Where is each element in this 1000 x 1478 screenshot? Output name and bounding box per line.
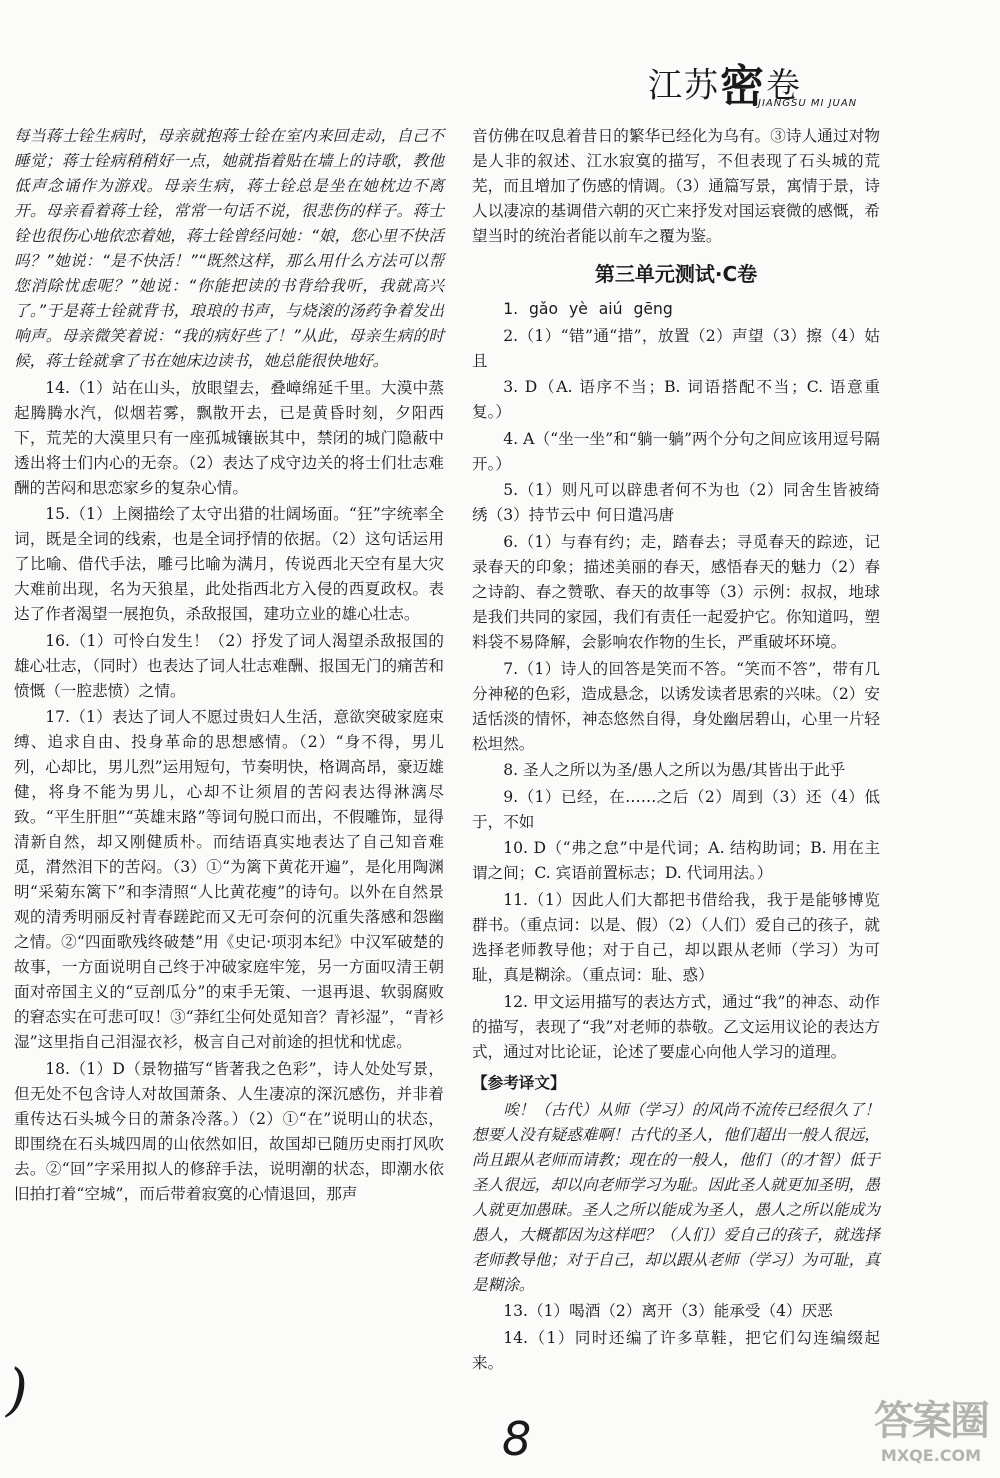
answer-12: 12. 甲文运用描写的表达方式，通过“我”的神态、动作的描写，表现了“我”对老师的恭敬。乙文运用议论的表达方式，通过对比论证，论述了要虚心向他人学习的道理。 <box>472 992 880 1061</box>
answer-1: 1. gǎo yè aiú gēng <box>503 300 673 318</box>
page-number: 8 <box>502 1412 532 1466</box>
left-column <box>14 124 444 1209</box>
answer-9: 9.（1）已经，在……之后（2）周到（3）还（4）低于，不如 <box>472 787 880 831</box>
answer-2: 2.（1）“错”通“措”，放置（2）声望（3）擦（4）姑且 <box>472 326 880 370</box>
brand-pinyin: JIANGSU MI JUAN <box>758 98 858 109</box>
answer-11: 11.（1）因此人们大都把书借给我，我于是能够博览群书。（重点词：以是、假）（2）（人们）爱自己的孩子，就选择老师教导他；对于自己，却以跟从老师（学习）为可耻，真是糊涂。（重点词：耻、惑） <box>472 890 880 984</box>
right-column <box>472 124 880 1377</box>
answer-14: 14.（1）站在山头，放眼望去，叠嶂绵延千里。大漠中蒸起腾腾水汽，似烟若雾，飘散开去，已是黄昏时刻，夕阳西下，荒芜的大漠里只有一座孤城镶嵌其中，禁闭的城门隐蔽中透出将士们内心的无奈。（2）表达了戍守边关的将士们壮志难酬的苦闷和思恋家乡的复杂心情。 <box>14 378 444 497</box>
answer-6: 6.（1）与春有约；走，踏春去；寻觅春天的踪迹，记录春天的印象；描述美丽的春天，感悟春天的魅力（2）春之诗韵、春之赞歌、春天的故事等（3）示例：叔叔，地球是我们共同的家园，我们有责任一起爱护它。你知道吗，塑料袋不易降解，会影响农作物的生长，严重破坏环境。 <box>472 532 880 651</box>
brand-seal-char: 密 <box>720 61 766 112</box>
answer-16: 16.（1）可怜白发生！（2）抒发了词人渴望杀敌报国的雄心壮志，（同时）也表达了词人壮志难酬、报国无门的痛苦和愤慨（一腔悲愤）之情。 <box>14 631 444 700</box>
section-title: 第三单元测试·C卷 <box>594 262 758 286</box>
brand-logo <box>648 42 918 112</box>
answer-3: 3. D（A. 语序不当；B. 词语搭配不当；C. 语意重复。） <box>472 378 880 422</box>
answer-18: 18.（1）D（景物描写“皆著我之色彩”，诗人处处写景，但无处不包含诗人对故国萧条、人生凄凉的深沉感伤，并非着重传达石头城今日的萧条冷落。）（2）①“在”说明山的状态，即围绕在石头城四周的山依然如旧，故国却已随历史雨打风吹去。②“回”字采用拟人的修辞手法，说明潮的状态，即潮水依旧拍打着“空城”，而后带着寂寞的心情退回，那声 <box>14 1059 444 1203</box>
site-watermark <box>868 1396 994 1472</box>
reference-translation: 唉！（古代）从师（学习）的风尚不流传已经很久了！想要人没有疑惑难啊！古代的圣人，他们超出一般人很远，尚且跟从老师而请教；现在的一般人，他们（的才智）低于圣人很远，却以向老师学习为耻。因此圣人就更加圣明，愚人就更加愚昧。圣人之所以能成为圣人，愚人之所以能成为愚人，大概都因为这样吧？（人们）爱自己的孩子，就选择老师教导他；对于自己，却以跟从老师（学习）为可耻，真是糊涂。 <box>472 1100 880 1294</box>
reference-translation-title: 【参考译文】 <box>472 1073 566 1092</box>
answer-13: 13.（1）喝酒（2）离开（3）能承受（4）厌恶 <box>503 1302 833 1321</box>
answer-10: 10. D（“弗之怠”中是代词；A. 结构助词；B. 用在主谓之间；C. 宾语前置标志；D. 代词用法。） <box>472 839 880 883</box>
answer-17: 17.（1）表达了词人不愿过贵妇人生活，意欲突破家庭束缚、追求自由、投身革命的思想感情。（2）“身不得，男儿列，心却比，男儿烈”运用短句，节奏明快，格调高昂，豪迈雄健，将身不能为男儿，心却不让须眉的苦闷表达得淋漓尽致。“平生肝胆”“英雄末路”等词句脱口而出，不假雕饰，显得清新自然，却又刚健质朴。而结语真实地表达了自己知音难觅，潸然泪下的苦闷。（3）①“为篱下黄花开遍”，是化用陶渊明“采菊东篱下”和李清照“人比黄花瘦”的诗句。以外在自然景观的清秀明丽反衬青春蹉跎而又无可奈何的沉重失落感和怨幽之情。②“四面歌残终破楚”用《史记·项羽本纪》中汉军破楚的故事，一方面说明自己终于冲破家庭牢笼，另一方面叹清王朝面对帝国主义的“豆剖瓜分”的束手无策、一退再退、软弱腐败的窘态实在可悲可叹！③“莽红尘何处觅知音？青衫湿”，“青衫湿”这里指自己泪湿衣衫，极言自己对前途的担忧和忧虑。 <box>14 708 444 1052</box>
answer-18-continued: 音仿佛在叹息着昔日的繁华已经化为乌有。③诗人通过对物是人非的叙述、江水寂寞的描写，不但表现了石头城的荒芜，而且增加了伤感的情调。（3）通篇写景，寓情于景，诗人以凄凉的基调借六朝的灭亡来抒发对国运衰微的感慨，希望当时的统治者能以前车之覆为鉴。 <box>472 127 880 245</box>
answer-15: 15.（1）上阕描绘了太守出猎的壮阔场面。“狂”字统率全词，既是全词的线索，也是全词抒情的依据。（2）这句话运用了比喻、借代手法，雕弓比喻为满月，传说西北天空有星大灾大难前出现，名为天狼星，此处指西北方入侵的西夏政权。表达了作者渴望一展抱负，杀敌报国，建功立业的雄心壮志。 <box>14 505 444 624</box>
answer-7: 7.（1）诗人的回答是笑而不答。“笑而不答”，带有几分神秘的色彩，造成悬念，以诱发读者思索的兴味。（2）安适恬淡的情怀，神态悠然自得，身处幽居碧山，心里一片轻松坦然。 <box>472 659 880 753</box>
watermark-logo-text: 答案圈 <box>874 1398 988 1444</box>
watermark-url: MXQE.COM <box>880 1446 982 1465</box>
brand-title: 江苏密卷 <box>648 61 802 112</box>
translation-continued: 每当蒋士铨生病时，母亲就抱蒋士铨在室内来回走动，自己不睡觉；蒋士铨病稍稍好一点，她就指着贴在墙上的诗歌，教他低声念诵作为游戏。母亲生病，蒋士铨总是坐在她枕边不离开。母亲看着蒋士铨，常常一句话不说，很悲伤的样子。蒋士铨也很伤心地依恋着她，蒋士铨曾经问她：“娘，您心里不快活吗？”她说：“是不快活！”“既然这样，那么用什么方法可以帮您消除忧虑呢？”她说：“你能把读的书背给我听，我就高兴了。”于是蒋士铨就背书，琅琅的书声，与烧滚的汤药争着发出响声。母亲微笑着说：“我的病好些了！”从此，母亲生病的时候，蒋士铨就拿了书在她床边读书，她总能很快地好。 <box>14 127 444 370</box>
answer-14b: 14.（1）同时还编了许多草鞋，把它们勾连编缀起来。 <box>472 1328 880 1372</box>
answer-4: 4. A（“坐一坐”和“躺一躺”两个分句之间应该用逗号隔开。） <box>472 429 880 473</box>
answer-8: 8. 圣人之所以为圣/愚人之所以为愚/其皆出于此乎 <box>503 761 846 780</box>
margin-bracket-mark: ) <box>6 1358 28 1423</box>
answer-5: 5.（1）则凡可以辟患者何不为也（2）同舍生皆被绮绣（3）持节云中 何日遣冯唐 <box>472 481 880 525</box>
